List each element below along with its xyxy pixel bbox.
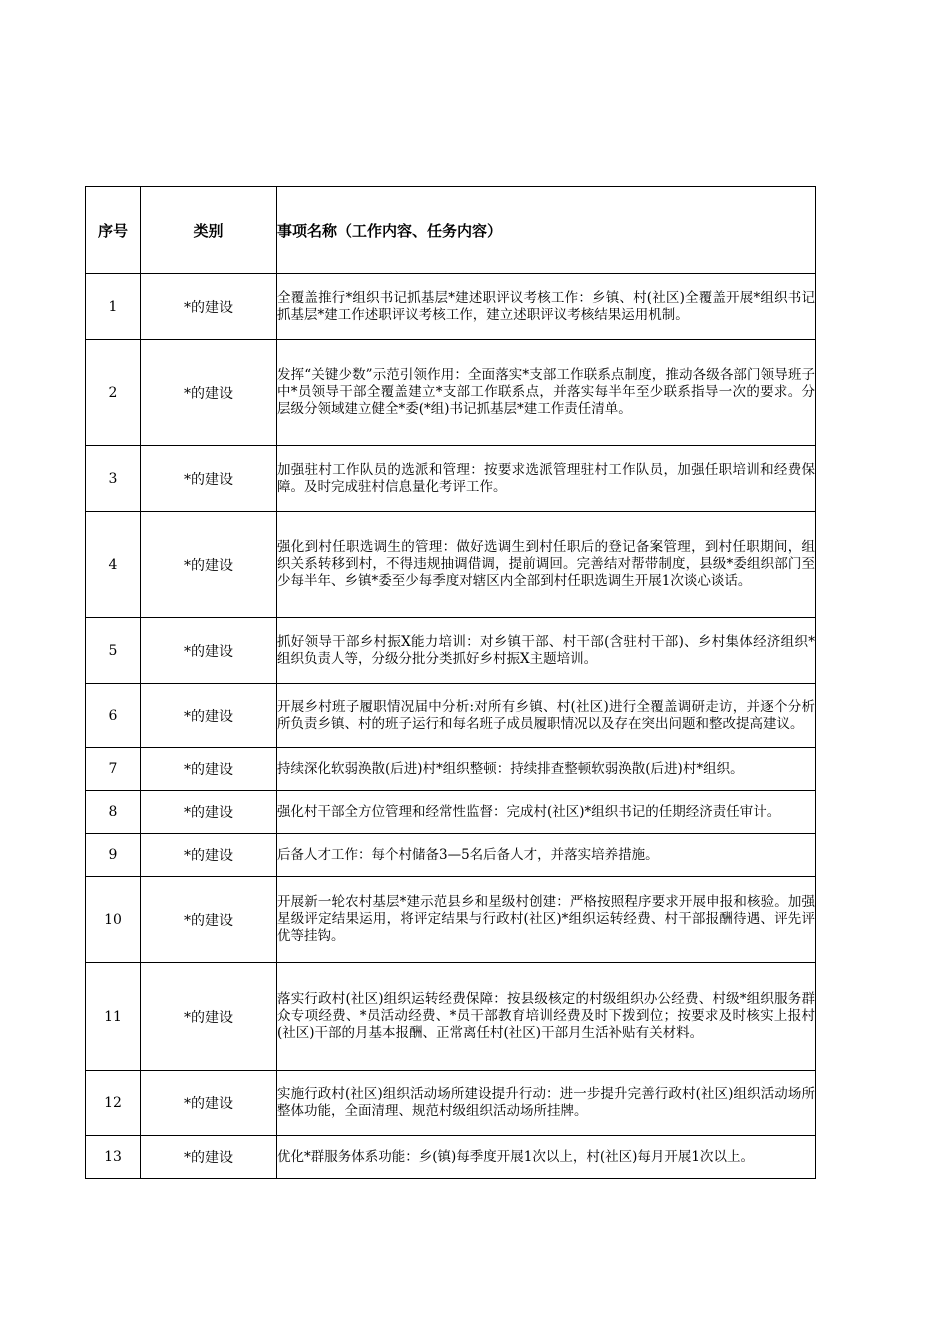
table-row (86, 834, 816, 877)
row-content: 全覆盖推行*组织书记抓基层*建述职评议考核工作：乡镇、村(社区)全覆盖开展*组织书记抓基层*建工作述职评议考核工作，建立述职评议考核结果运用机制。 (277, 274, 816, 340)
row-number: 6 (86, 684, 141, 748)
row-content: 优化*群服务体系功能：乡(镇)每季度开展1次以上，村(社区)每月开展1次以上。 (277, 1136, 816, 1179)
row-content: 开展乡村班子履职情况届中分析:对所有乡镇、村(社区)进行全覆盖调研走访，并逐个分析所负责乡镇、村的班子运行和每名班子成员履职情况以及存在突出问题和整改提高建议。 (277, 684, 816, 748)
row-content: 强化村干部全方位管理和经常性监督：完成村(社区)*组织书记的任期经济责任审计。 (277, 791, 816, 834)
row-category: *的建设 (141, 834, 277, 877)
row-number: 1 (86, 274, 141, 340)
row-category: *的建设 (141, 877, 277, 963)
table-row (86, 877, 816, 963)
row-number: 13 (86, 1136, 141, 1179)
table-row (86, 1071, 816, 1136)
work-items-table (85, 186, 816, 1179)
header-content: 事项名称（工作内容、任务内容） (277, 187, 816, 274)
table-row (86, 963, 816, 1071)
table-row (86, 274, 816, 340)
row-category: *的建设 (141, 274, 277, 340)
table-row (86, 446, 816, 512)
row-content: 抓好领导干部乡村振X能力培训：对乡镇干部、村干部(含驻村干部)、乡村集体经济组织*组织负责人等，分级分批分类抓好乡村振X主题培训。 (277, 618, 816, 684)
table-row (86, 748, 816, 791)
row-number: 2 (86, 340, 141, 446)
row-category: *的建设 (141, 1136, 277, 1179)
header-no: 序号 (86, 187, 141, 274)
row-number: 7 (86, 748, 141, 791)
table-row (86, 684, 816, 748)
row-category: *的建设 (141, 446, 277, 512)
row-content: 加强驻村工作队员的选派和管理：按要求选派管理驻村工作队员，加强任职培训和经费保障。及时完成驻村信息量化考评工作。 (277, 446, 816, 512)
table-row (86, 791, 816, 834)
row-content: 实施行政村(社区)组织活动场所建设提升行动：进一步提升完善行政村(社区)组织活动场所整体功能，全面清理、规范村级组织活动场所挂牌。 (277, 1071, 816, 1136)
row-number: 3 (86, 446, 141, 512)
row-content: 后备人才工作：每个村储备3—5名后备人才，并落实培养措施。 (277, 834, 816, 877)
table-row (86, 1136, 816, 1179)
row-category: *的建设 (141, 963, 277, 1071)
table-row (86, 618, 816, 684)
row-category: *的建设 (141, 618, 277, 684)
row-content: 发挥“关键少数”示范引领作用：全面落实*支部工作联系点制度，推动各级各部门领导班子中*员领导干部全覆盖建立*支部工作联系点，并落实每半年至少联系指导一次的要求。分层级分领域建立健全*委(*组)书记抓基层*建工作责任清单。 (277, 340, 816, 446)
row-content: 持续深化软弱涣散(后进)村*组织整顿：持续排查整顿软弱涣散(后进)村*组织。 (277, 748, 816, 791)
row-category: *的建设 (141, 791, 277, 834)
row-category: *的建设 (141, 512, 277, 618)
header-category: 类别 (141, 187, 277, 274)
table-row (86, 512, 816, 618)
row-content: 落实行政村(社区)组织运转经费保障：按县级核定的村级组织办公经费、村级*组织服务群众专项经费、*员活动经费、*员干部教育培训经费及时下拨到位；按要求及时核实上报村(社区)干部的月基本报酬、正常离任村(社区)干部月生活补贴有关材料。 (277, 963, 816, 1071)
row-category: *的建设 (141, 748, 277, 791)
row-category: *的建设 (141, 1071, 277, 1136)
row-number: 12 (86, 1071, 141, 1136)
row-number: 10 (86, 877, 141, 963)
row-number: 5 (86, 618, 141, 684)
row-number: 8 (86, 791, 141, 834)
row-category: *的建设 (141, 684, 277, 748)
row-content: 开展新一轮农村基层*建示范县乡和星级村创建：严格按照程序要求开展申报和核验。加强星级评定结果运用，将评定结果与行政村(社区)*组织运转经费、村干部报酬待遇、评先评优等挂钩。 (277, 877, 816, 963)
table-row (86, 340, 816, 446)
row-category: *的建设 (141, 340, 277, 446)
header-row (86, 187, 816, 274)
row-number: 11 (86, 963, 141, 1071)
row-content: 强化到村任职选调生的管理：做好选调生到村任职后的登记备案管理，到村任职期间，组织关系转移到村，不得违规抽调借调，提前调回。完善结对帮带制度，县级*委组织部门至少每半年、乡镇*委至少每季度对辖区内全部到村任职选调生开展1次谈心谈话。 (277, 512, 816, 618)
row-number: 4 (86, 512, 141, 618)
row-number: 9 (86, 834, 141, 877)
